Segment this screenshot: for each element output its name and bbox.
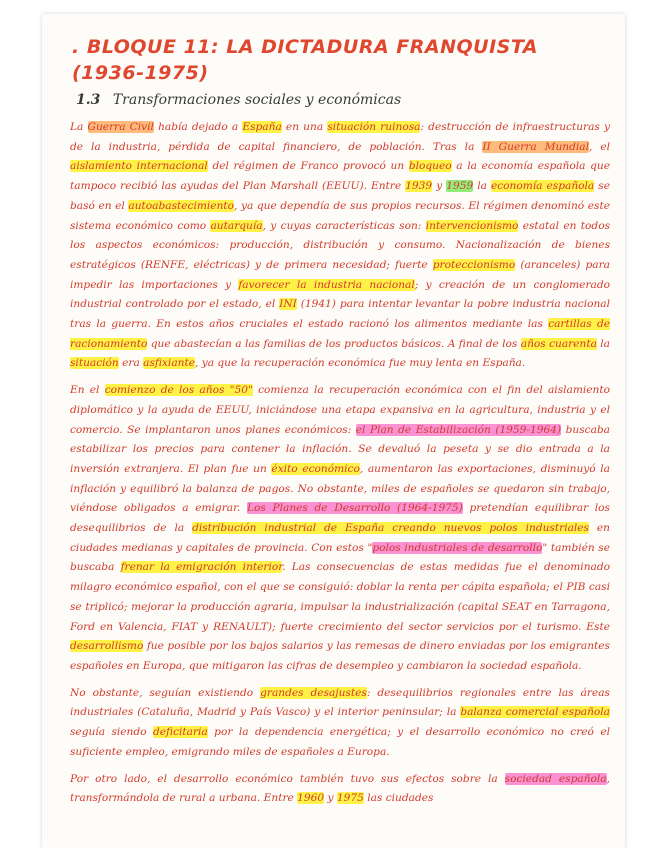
highlighted-text: polos industriales de desarrollo	[372, 541, 543, 554]
paragraph	[70, 684, 610, 763]
highlighted-text: bloqueo	[408, 160, 452, 173]
highlighted-text: 1975	[336, 792, 364, 805]
paragraph	[70, 381, 610, 677]
text-run: en ciudades medianas y capitales de provincia. Con estos "	[70, 522, 610, 554]
highlighted-text: proteccionismo	[432, 258, 516, 271]
text-run: (1941) para intentar levantar la pobre industria nacional tras la guerra. En estos años cruciales el estado racionó los alimentos mediante las	[70, 298, 610, 331]
text-run: fue posible por los bajos salarios y las remesas de dinero enviadas por los emigrantes españoles en Europa, que mitigaron las cifras de desempleo y cambiaron la sociedad española.	[70, 640, 610, 672]
text-run: y	[324, 792, 337, 805]
text-run: La	[70, 121, 88, 133]
text-run: había dejado a	[153, 121, 243, 133]
text-run: ; y creación de un conglomerado industrial controlado por el estado, el	[70, 278, 610, 311]
highlighted-text: autarquía	[210, 219, 263, 232]
text-run: en una	[281, 121, 328, 133]
highlighted-text: el Plan de Estabilización (1959-1964)	[355, 423, 562, 436]
text-run: , aumentaron las exportaciones, disminuyó la inflación y equilibró la balanza de pagos. No obstante, miles de españoles se quedaron sin trabajo, viéndose obligados a emigrar.	[70, 462, 610, 515]
text-run: del régimen de Franco provocó un	[207, 160, 409, 173]
text-run: se basó en el	[70, 180, 610, 212]
page-title: . BLOQUE 11: LA DICTADURA FRANQUISTA (1936-1975)	[72, 36, 539, 84]
text-run: : desequilibrios regionales entre las áreas industriales (Cataluña, Madrid y País Vasco) y el interior peninsular; la	[70, 686, 610, 719]
highlighted-text: Guerra Civil	[87, 121, 154, 133]
notebook-page	[42, 14, 625, 848]
highlighted-text: grandes desajustes	[260, 686, 367, 699]
highlighted-text: deficitaria	[152, 726, 208, 739]
highlighted-text: balanza comercial española	[460, 706, 611, 719]
paragraph	[70, 118, 610, 374]
highlighted-text: cartillas de racionamiento	[70, 318, 610, 350]
text-run: buscaba estabilizar los precios para contener la inflación. Se devaluó la peseta y se dio entrada a la inversión extranjera. El plan fue un	[70, 423, 610, 475]
highlighted-text: sociedad española	[504, 772, 607, 785]
text-run: estatal en todos los aspectos económicos: producción, distribución y consumo. Nacionalización de bienes estratégicos (RENFE, eléctricas) y de primera necesidad; fuerte	[70, 219, 611, 271]
text-run: , ya que dependía de sus propios recursos. El régimen denominó este sistema económico como	[70, 199, 610, 232]
highlighted-text: INI	[279, 298, 297, 311]
highlighted-text: situación ruinosa	[327, 121, 421, 133]
text-run: , y cuyas características son:	[262, 219, 426, 232]
highlighted-text: distribución industrial de España creando nuevos polos industriales	[192, 522, 589, 535]
text-run: . Las consecuencias de estas medidas fue el denominado milagro económico español, con el que se consiguió: doblar la renta per cápita española; el PIB casi se triplicó; mejorar la producción agraria, impulsar la industrialización (capital SEAT en Tarragona, Ford en Valencia, FIAT y RENAULT); fuerte crecimiento del sector servicios por el turismo. Este	[70, 561, 610, 633]
highlighted-text: años cuarenta	[520, 337, 597, 350]
highlighted-text: desarrollismo	[70, 640, 144, 653]
text-run: : destrucción de infraestructuras y de la industria, pérdida de capital financiero, de población. Tras la	[70, 121, 610, 153]
text-run: la	[473, 180, 491, 193]
text-run: y	[432, 180, 447, 193]
highlighted-text: 1959	[446, 180, 474, 193]
highlighted-text: frenar la emigración interior	[120, 561, 283, 574]
text-run: (aranceles) para impedir las importaciones y	[70, 258, 610, 291]
text-run: comienza la recuperación económica con el fin del aislamiento diplomático y la ayuda de EEUU, iniciándose una etapa expansiva en la agricultura, industria y el comercio. Se implantaron unos planes económicos:	[70, 384, 610, 436]
highlighted-text: asfixiante	[143, 357, 195, 370]
notes-body	[70, 118, 610, 816]
section-title: Transformaciones sociales y económicas	[112, 92, 402, 108]
highlighted-text: economía española	[490, 180, 595, 193]
text-run: las ciudades	[363, 792, 434, 805]
section-heading	[76, 92, 401, 108]
highlighted-text: II Guerra Mundial	[482, 140, 589, 153]
text-run: pretendían equilibrar los desequilibrios de la	[70, 502, 610, 535]
text-run: Por otro lado, el desarrollo económico también tuvo sus efectos sobre la	[70, 772, 505, 785]
text-run: por la dependencia energética; y el desarrollo económico no creó el suficiente empleo, emigrando miles de españoles a Europa.	[70, 726, 610, 758]
text-run: a la economía española que tampoco recibió las ayudas del Plan Marshall (EEUU). Entre	[70, 160, 610, 193]
text-run: , el	[589, 140, 610, 153]
highlighted-text: 1939	[405, 180, 433, 193]
section-number: 1.3	[76, 92, 101, 108]
text-run: En el	[70, 384, 105, 397]
paragraph	[70, 770, 610, 809]
text-run: era	[118, 357, 144, 370]
highlighted-text: Los Planes de Desarrollo (1964-1975)	[247, 502, 463, 515]
text-run: la	[596, 337, 610, 350]
text-run: , transformándola de rural a urbana. Entre	[70, 772, 610, 805]
text-run: que abastecían a las familias de los productos básicos. A final de los	[147, 337, 521, 350]
highlighted-text: autoabastecimiento	[128, 199, 235, 212]
highlighted-text: España	[242, 121, 282, 133]
highlighted-text: éxito económico	[271, 462, 360, 475]
highlighted-text: favorecer la industria nacional	[238, 278, 415, 291]
highlighted-text: aislamiento internacional	[70, 160, 208, 173]
highlighted-text: intervencionismo	[425, 219, 519, 232]
highlighted-text: comienzo de los años "50"	[104, 384, 253, 397]
text-run: , ya que la recuperación económica fue muy lenta en España.	[195, 357, 526, 370]
text-run: No obstante, seguían existiendo	[70, 686, 261, 699]
highlighted-text: 1960	[297, 792, 325, 805]
highlighted-text: situación	[70, 357, 119, 370]
text-run: seguía siendo	[70, 726, 153, 739]
text-run: " también se buscaba	[70, 541, 610, 574]
